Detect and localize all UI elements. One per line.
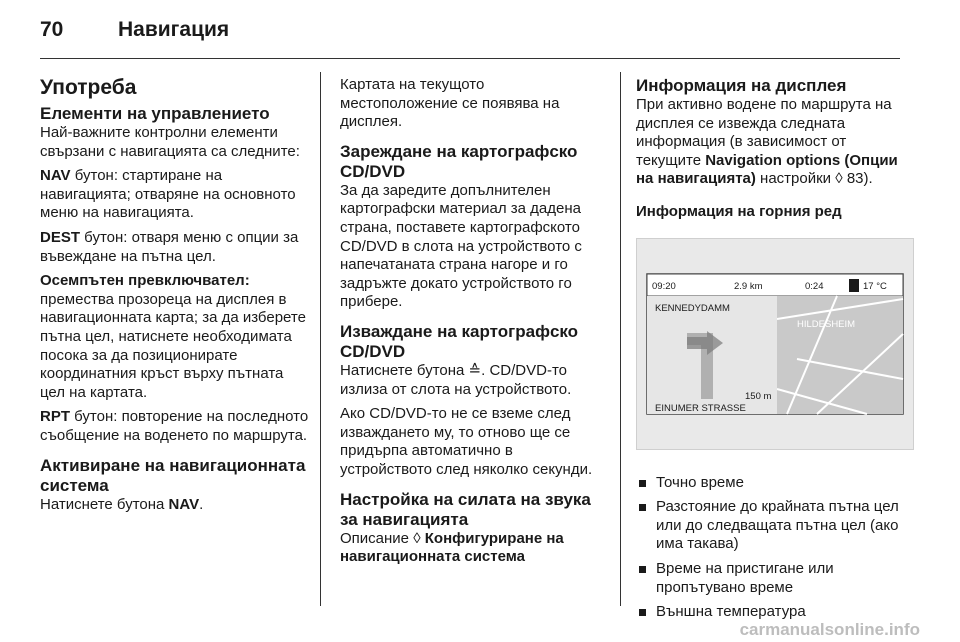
info-paragraph xyxy=(636,96,902,189)
switch-text: премества прозореца на дисплея в навигационната карта; за да изберете пътна цел, натиснете необходимата посока за да позиционирате координатния кръст върху пътната цел на картата. xyxy=(40,290,306,401)
column-divider-2 xyxy=(620,72,621,606)
screen-street-bottom: EINUMER STRASSE xyxy=(655,402,746,414)
column-1 xyxy=(40,76,310,520)
dest-key-label: DEST xyxy=(40,228,81,246)
topline-heading: Информация на горния ред xyxy=(636,202,842,220)
list-item: Точно време xyxy=(636,474,902,493)
screen-distance: 2.9 km xyxy=(734,280,763,292)
nav-key-label: NAV xyxy=(40,167,71,185)
rpt-key-paragraph xyxy=(40,408,310,445)
screen-temperature: 17 °C xyxy=(863,280,887,292)
header-rule xyxy=(40,58,900,59)
eject-heading: Изваждане на картографско CD/DVD xyxy=(340,321,579,361)
list-item: Външна температура xyxy=(636,603,902,622)
info-ref: 83). xyxy=(842,170,873,188)
navigation-display-graphic xyxy=(637,239,913,449)
volume-paragraph xyxy=(340,530,606,567)
screen-place: HILDESHEIM xyxy=(797,318,856,330)
load-heading: Зареждане на картографско CD/DVD xyxy=(340,141,578,181)
list-item: Разстояние до крайната пътна цел или до следващата пътна цел (ако има такава) xyxy=(636,498,902,554)
info-bullet-list xyxy=(636,474,902,622)
screen-street-top: KENNEDYDAMM xyxy=(655,302,730,314)
thermometer-icon xyxy=(849,279,859,292)
screen-turn-distance: 150 m xyxy=(745,390,772,402)
eject-text-pre: Натиснете бутона xyxy=(340,361,469,379)
section-title: Употреба xyxy=(40,76,137,99)
activate-key-label: NAV xyxy=(168,495,200,513)
activate-heading: Активиране на навигационната система xyxy=(40,455,306,495)
activate-text: Натиснете бутона xyxy=(40,495,169,513)
navigation-display-illustration xyxy=(636,238,914,450)
navigation-options-link[interactable]: Navigation options (Опции на навигацията) xyxy=(636,151,898,188)
nav-key-text: бутон: стартиране на навигацията; отваряне на основното меню на навигацията. xyxy=(40,167,296,222)
volume-heading: Настройка на силата на звука за навигацията xyxy=(340,489,591,529)
eject-paragraph xyxy=(340,362,606,399)
screen-eta: 0:24 xyxy=(805,280,824,292)
volume-link[interactable]: Конфигуриране на навигационната система xyxy=(340,529,564,566)
load-text: За да заредите допълнителен картографски материал за дадена страна, поставете картографското CD/DVD в слота на устройството с напечатаната страна нагоре и го задръжте докато устройството го прибере. xyxy=(340,181,582,311)
page-header xyxy=(40,18,229,42)
list-item: Време на пристигане или пропътувано време xyxy=(636,560,902,597)
eject-text-post: . CD/DVD-то излиза от слота на устройството. xyxy=(340,361,572,398)
page-number: 70 xyxy=(40,18,64,41)
map-display-text: Картата на текущото местоположение се появява на дисплея. xyxy=(340,76,560,131)
info-post: настройки xyxy=(755,170,836,188)
cross-reference-arrow-icon: ◊ xyxy=(835,170,843,188)
page-title: Навигация xyxy=(118,18,230,41)
switch-heading: Осемпътен превключвател: xyxy=(40,272,250,290)
volume-text: Описание xyxy=(340,529,414,547)
eject-icon: ≙ xyxy=(468,361,482,379)
info-text: При активно водене по маршрута на дисплея се извежда следната информация (в зависимост от текущите xyxy=(636,96,892,169)
info-heading: Информация на дисплея xyxy=(636,76,847,95)
map-area xyxy=(777,296,903,414)
column-2 xyxy=(340,76,606,573)
dest-key-paragraph xyxy=(40,229,310,266)
screen-time: 09:20 xyxy=(652,280,676,292)
controls-intro: Най-важните контролни елементи свързани с навигацията са следните: xyxy=(40,124,300,160)
activate-end: . xyxy=(199,495,204,513)
dest-key-text: бутон: отваря меню с опции за въвеждане на пътна цел. xyxy=(40,228,299,265)
rpt-key-label: RPT xyxy=(40,408,70,426)
rpt-key-text: бутон: повторение на последното съобщение на воденето по маршрута. xyxy=(40,408,309,444)
nav-key-paragraph xyxy=(40,167,310,223)
column-divider-1 xyxy=(320,72,321,606)
column-3 xyxy=(636,76,902,628)
eject-note: Ако CD/DVD-то не се вземе след изваждането му, то отново ще се придърпа автоматично в устройството след няколко секунди. xyxy=(340,405,593,478)
controls-heading: Елементи на управлението xyxy=(40,104,270,123)
watermark: carmanualsonline.info xyxy=(739,620,920,639)
cross-reference-arrow-icon: ◊ xyxy=(413,529,421,547)
activate-paragraph xyxy=(40,496,310,515)
